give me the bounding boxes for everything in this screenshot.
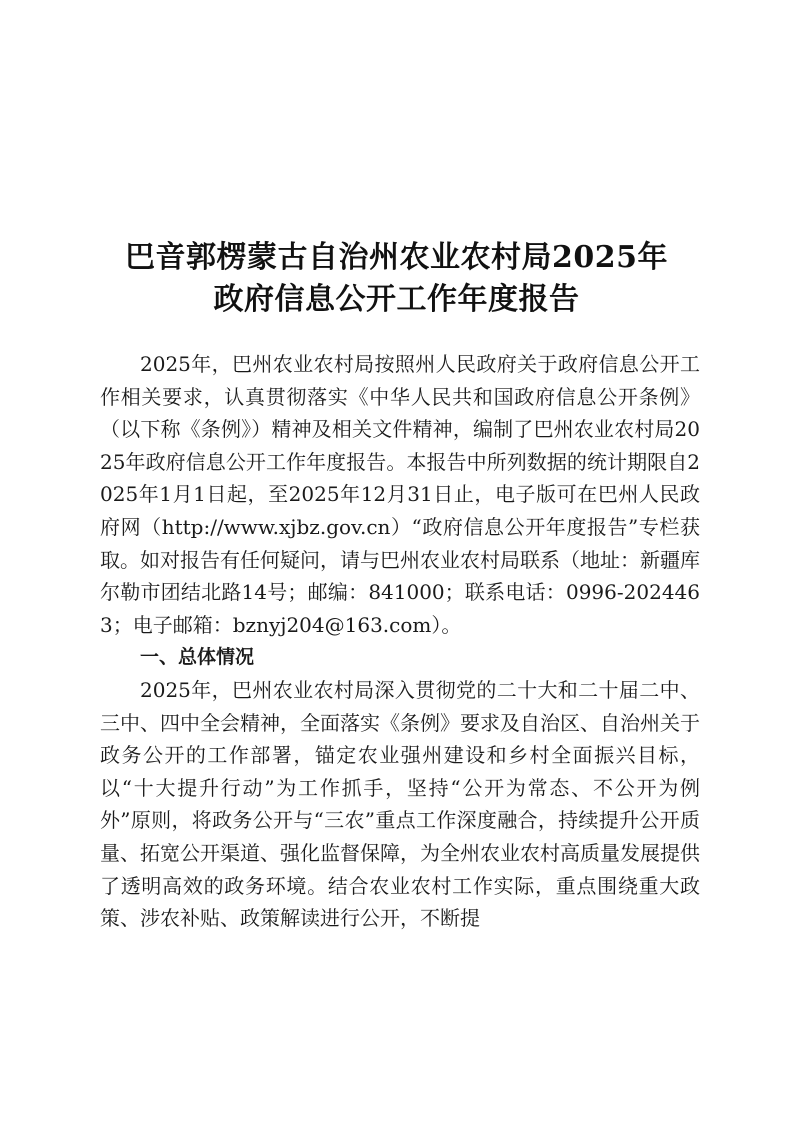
overview-paragraph: 2025年，巴州农业农村局深入贯彻党的二十大和二十届二中、三中、四中全会精神，全面落实《条例》要求及自治区、自治州关于政务公开的工作部署，锚定农业强州建设和乡村全面振兴目标，以“十大提升行动”为工作抓手，坚持“公开为常态、不公开为例外”原则，将政务公开与“三农”重点工作深度融合，持续提升公开质量、拓宽公开渠道、强化监督保障，为全州农业农村高质量发展提供了透明高效的政务环境。结合农业农村工作实际，重点围绕重大政策、涉农补贴、政策解读进行公开，不断提 bbox=[100, 677, 700, 931]
report-title-line1: 巴音郭楞蒙古自治州农业农村局2025年 bbox=[125, 240, 668, 275]
section-heading-overview: 一、总体情况 bbox=[140, 646, 255, 669]
intro-paragraph: 2025年，巴州农业农村局按照州人民政府关于政府信息公开工作相关要求，认真贯彻落实《中华人民共和国政府信息公开条例》（以下称《条例》）精神及相关文件精神，编制了巴州农业农村局2025年政府信息公开工作年度报告。本报告中所列数据的统计期限自2025年1月1日起，至2025年12月31日止，电子版可在巴州人民政府网（http://www.xjbz.gov.cn）“政府信息公开年度报告”专栏获取。如对报告有任何疑问，请与巴州农业农村局联系（地址：新疆库尔勒市团结北路14号；邮编：841000；联系电话：0996-2024463；电子邮箱：bznyj204@163.com）。 bbox=[100, 352, 700, 637]
report-title-line2: 政府信息公开工作年度报告 bbox=[213, 282, 580, 317]
report-body bbox=[100, 348, 700, 935]
